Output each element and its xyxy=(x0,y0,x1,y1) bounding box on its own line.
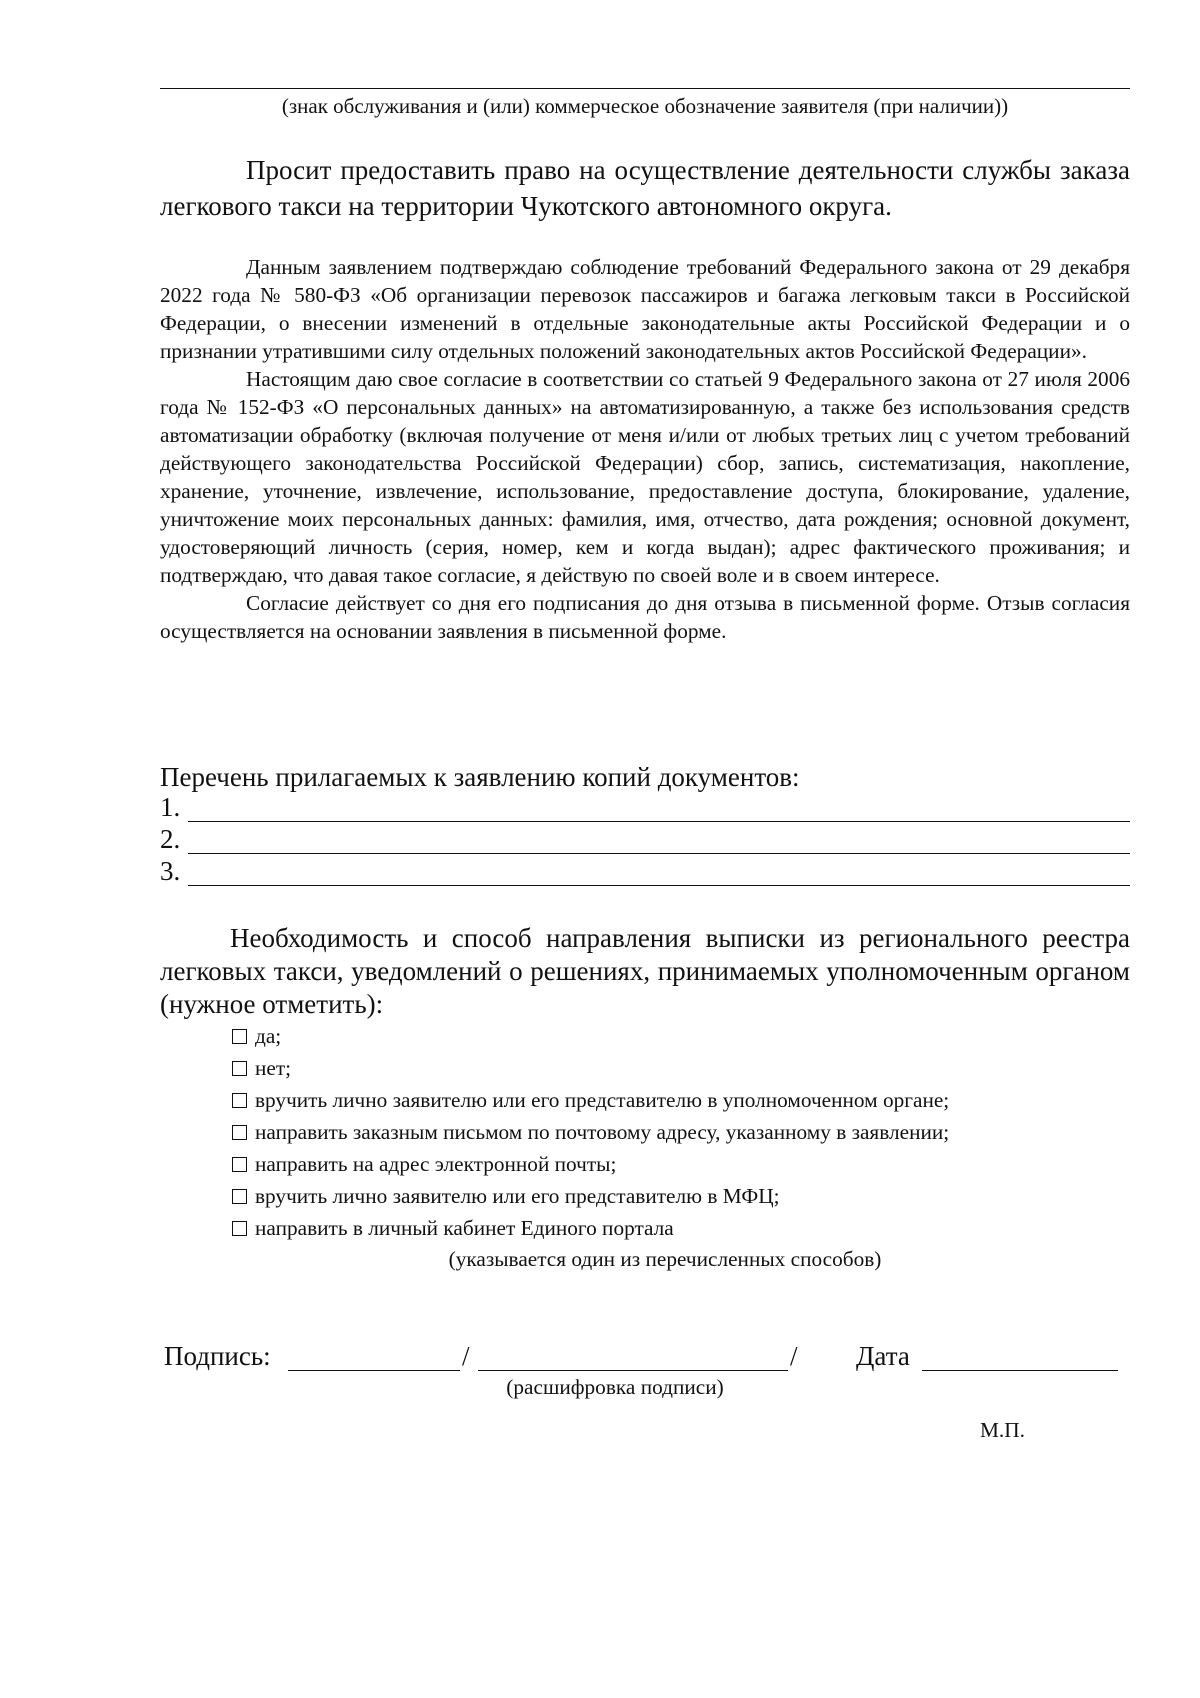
signature-transcript-caption: (расшифровка подписи) xyxy=(506,1375,724,1399)
signature-slash: / xyxy=(790,1341,798,1371)
compliance-paragraph: Данным заявлением подтверждаю соблюдение требований Федерального закона от 29 декабря 2022 года № 580-ФЗ «Об организации перевозок пассажиров и багажа легковым такси в Российской Федерации, о внесении изменений в отдельные законодательные акты Российской Федерации и о признании утратившими силу отдельных положений законодательных актов Российской Федерации». xyxy=(160,255,1130,363)
option-label: да; xyxy=(255,1024,282,1048)
checkbox[interactable] xyxy=(232,1125,247,1140)
attachment-number: 1. xyxy=(160,792,181,822)
option-label: вручить лично заявителю или его представителю в уполномоченном органе; xyxy=(255,1088,950,1112)
checkbox[interactable] xyxy=(232,1189,247,1204)
delivery-option-yes[interactable] xyxy=(232,1022,281,1050)
seal-placeholder: М.П. xyxy=(980,1418,1025,1442)
attachment-line-1[interactable] xyxy=(160,792,1130,822)
consent-validity-paragraph: Согласие действует со дня его подписания до дня отзыва в письменной форме. Отзыв согласия осуществляется на основании заявления в письменной форме. xyxy=(160,591,1130,643)
delivery-hint: (указывается один из перечисленных способов) xyxy=(448,1247,882,1271)
attachment-number: 2. xyxy=(160,824,181,854)
checkbox[interactable] xyxy=(232,1029,247,1044)
applicant-mark-field[interactable] xyxy=(160,88,1130,89)
delivery-option-portal[interactable] xyxy=(232,1214,674,1242)
signature-label: Подпись: xyxy=(164,1341,271,1371)
delivery-option-in-person-authority[interactable] xyxy=(232,1086,949,1114)
delivery-option-no[interactable] xyxy=(232,1054,291,1082)
attachment-fill-line xyxy=(188,885,1130,886)
attachment-line-2[interactable] xyxy=(160,824,1130,854)
checkbox[interactable] xyxy=(232,1157,247,1172)
date-label: Дата xyxy=(856,1341,910,1371)
delivery-option-registered-mail[interactable] xyxy=(232,1118,949,1146)
attachment-fill-line xyxy=(188,821,1130,822)
option-label: направить заказным письмом по почтовому адресу, указанному в заявлении; xyxy=(255,1120,950,1144)
delivery-option-email[interactable] xyxy=(232,1150,616,1178)
attachment-number: 3. xyxy=(160,856,181,886)
signature-field[interactable] xyxy=(288,1370,460,1371)
option-label: вручить лично заявителю или его представителю в МФЦ; xyxy=(255,1184,780,1208)
date-field[interactable] xyxy=(922,1370,1118,1371)
checkbox[interactable] xyxy=(232,1221,247,1236)
applicant-mark-caption: (знак обслуживания и (или) коммерческое обозначение заявителя (при наличии)) xyxy=(281,94,1009,118)
signature-slash: / xyxy=(462,1341,470,1371)
attachments-title: Перечень прилагаемых к заявлению копий документов: xyxy=(160,762,800,792)
attachment-fill-line xyxy=(188,853,1130,854)
personal-data-consent-paragraph: Настоящим даю свое согласие в соответствии со статьей 9 Федерального закона от 27 июля 2006 года № 152-ФЗ «О персональных данных» на автоматизированную, а также без использования средств автоматизации обработку (включая получение от меня и/или от любых третьих лиц с учетом требований действующего законодательства Российской Федерации) сбор, запись, систематизация, накопление, хранение, уточнение, извлечение, использование, предоставление доступа, блокирование, удаление, уничтожение моих персональных данных: фамилия, имя, отчество, дата рождения; основной документ, удостоверяющий личность (серия, номер, кем и когда выдан); адрес фактического проживания; и подтверждаю, что давая такое согласие, я действую по своей воле и в своем интересе. xyxy=(160,367,1130,587)
option-label: нет; xyxy=(255,1056,292,1080)
option-label: направить в личный кабинет Единого портала xyxy=(255,1216,674,1240)
attachment-line-3[interactable] xyxy=(160,856,1130,886)
consent-text xyxy=(160,253,1130,645)
option-label: направить на адрес электронной почты; xyxy=(255,1152,617,1176)
delivery-method-title: Необходимость и способ направления выписки из регионального реестра легковых такси, уведомлений о решениях, принимаемых уполномоченным органом (нужное отметить): xyxy=(160,923,1130,1019)
checkbox[interactable] xyxy=(232,1061,247,1076)
request-statement: Просит предоставить право на осуществление деятельности службы заказа легкового такси на территории Чукотского автономного округа. xyxy=(160,155,1130,221)
checkbox[interactable] xyxy=(232,1093,247,1108)
delivery-option-mfc[interactable] xyxy=(232,1182,780,1210)
signature-transcript-field[interactable] xyxy=(478,1370,788,1371)
